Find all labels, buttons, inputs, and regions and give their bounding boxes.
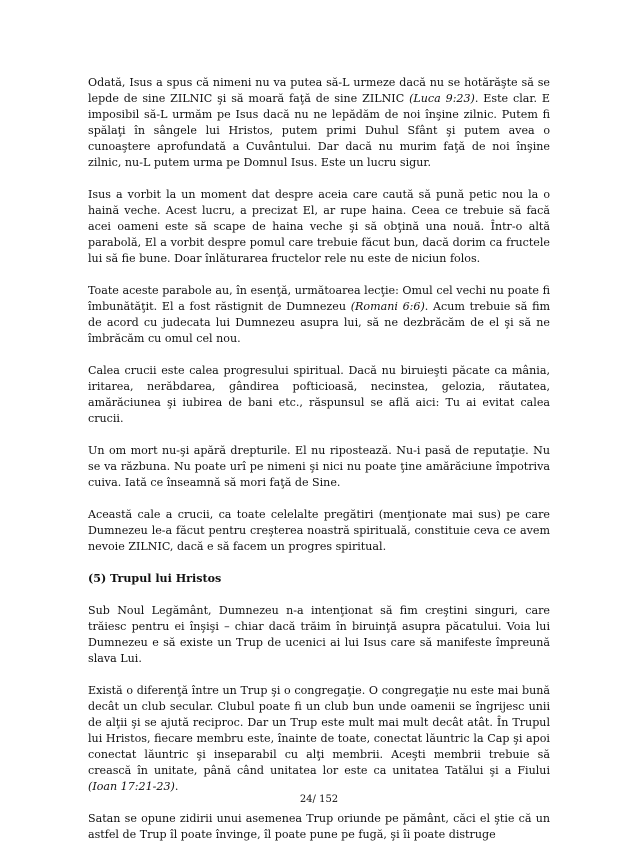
text-run: Această cale a crucii, ca toate celelalte pregătiri (menţionate mai sus) pe care Dumnezeu le-a făcut pentru creşterea noastră spirituală, constituie ceva ce avem nevoie ZILNIC, dacă e să facem un progres spiritual.	[88, 508, 550, 553]
body-paragraph	[88, 683, 550, 795]
page-number: 24/ 152	[299, 794, 339, 805]
scripture-reference: (Romani 6:6)	[350, 300, 425, 313]
body-paragraph	[88, 75, 550, 171]
text-run: . Este clar. E imposibil să-L urmăm pe Isus dacă nu ne lepădăm de noi înşine zilnic. Putem fi spălaţi în sângele lui Hristos, putem primi Duhul Sfânt şi putem avea o cunoaştere aprofundată a Cuvântului. Dar dacă nu murim faţă de noi înşine zilnic, nu-L putem urma pe Domnul Isus. Este un lucru sigur.	[88, 92, 550, 169]
text-run: Calea crucii este calea progresului spiritual. Dacă nu biruieşti păcate ca mânia, iritarea, nerăbdarea, gândirea pofticioasă, necinstea, gelozia, răutatea, amărăciunea şi iubirea de bani etc., răspunsul se află aici: Tu ai evitat calea crucii.	[88, 364, 550, 425]
body-paragraph	[88, 603, 550, 667]
document-body	[88, 75, 550, 843]
body-paragraph	[88, 443, 550, 491]
text-run: Un om mort nu-şi apără drepturile. El nu ripostează. Nu-i pasă de reputaţie. Nu se va răzbuna. Nu poate urî pe nimeni şi nici nu poate ţine amărăciune împotriva cuiva. Iată ce înseamnă să mori faţă de Sine.	[88, 444, 550, 489]
text-run: Toate aceste parabole au, în esenţă, următoarea lecţie: Omul cel vechi nu poate fi îmbunătăţit. El a fost răstignit de Dumnezeu	[88, 284, 550, 313]
section-heading: (5) Trupul lui Hristos	[88, 572, 222, 585]
text-run: Există o diferenţă între un Trup şi o congregaţie. O congregaţie nu este mai bună decât un club secular. Clubul poate fi un club bun unde oamenii se îngrijesc unii de alţii şi se ajută reciproc. Dar un Trup este mult mai mult decât atât. În Trupul lui Hristos, fiecare membru este, înainte de toate, conectat lăuntric la Cap şi apoi conectat lăuntric şi inseparabil cu alţi membrii. Aceşti membrii trebuie să crească în unitate, până când unitatea lor este ca unitatea Tatălui şi a Fiului	[88, 684, 550, 777]
text-run: .	[174, 780, 179, 793]
body-paragraph	[88, 507, 550, 555]
body-paragraph	[88, 283, 550, 347]
body-paragraph	[88, 811, 550, 843]
text-run: . Acum trebuie să fim de acord cu judecata lui Dumnezeu asupra lui, să ne dezbrăcăm de el şi să ne îmbrăcăm cu omul cel nou.	[88, 300, 550, 345]
text-run: Satan se opune zidirii unui asemenea Trup oriunde pe pământ, căci el ştie că un astfel de Trup îl poate învinge, îl poate pune pe fugă, şi îi poate distruge	[88, 812, 550, 841]
text-run: Sub Noul Legământ, Dumnezeu n-a intenţionat să fim creştini singuri, care trăiesc pentru ei înşişi – chiar dacă trăim în biruinţă asupra păcatului. Voia lui Dumnezeu e să existe un Trup de ucenici ai lui Isus care să manifeste împreună slava Lui.	[88, 604, 550, 665]
text-run: Odată, Isus a spus că nimeni nu va putea să-L urmeze dacă nu se hotărăşte să se lepde de sine ZILNIC şi să moară faţă de sine ZILNIC	[88, 76, 550, 105]
text-run: Isus a vorbit la un moment dat despre aceia care caută să pună petic nou la o haină veche. Acest lucru, a precizat El, ar rupe haina. Ceea ce trebuie să facă acei oameni este să scape de haina veche şi să obţină una nouă. Într-o altă parabolă, El a vorbit despre pomul care trebuie făcut bun, dacă dorim ca fructele lui să fie bune. Doar înlăturarea fructelor rele nu este de niciun folos.	[88, 188, 550, 265]
body-paragraph	[88, 363, 550, 427]
scripture-reference: (Ioan 17:21-23)	[88, 780, 175, 793]
scripture-reference: (Luca 9:23)	[409, 92, 475, 105]
body-paragraph	[88, 187, 550, 267]
